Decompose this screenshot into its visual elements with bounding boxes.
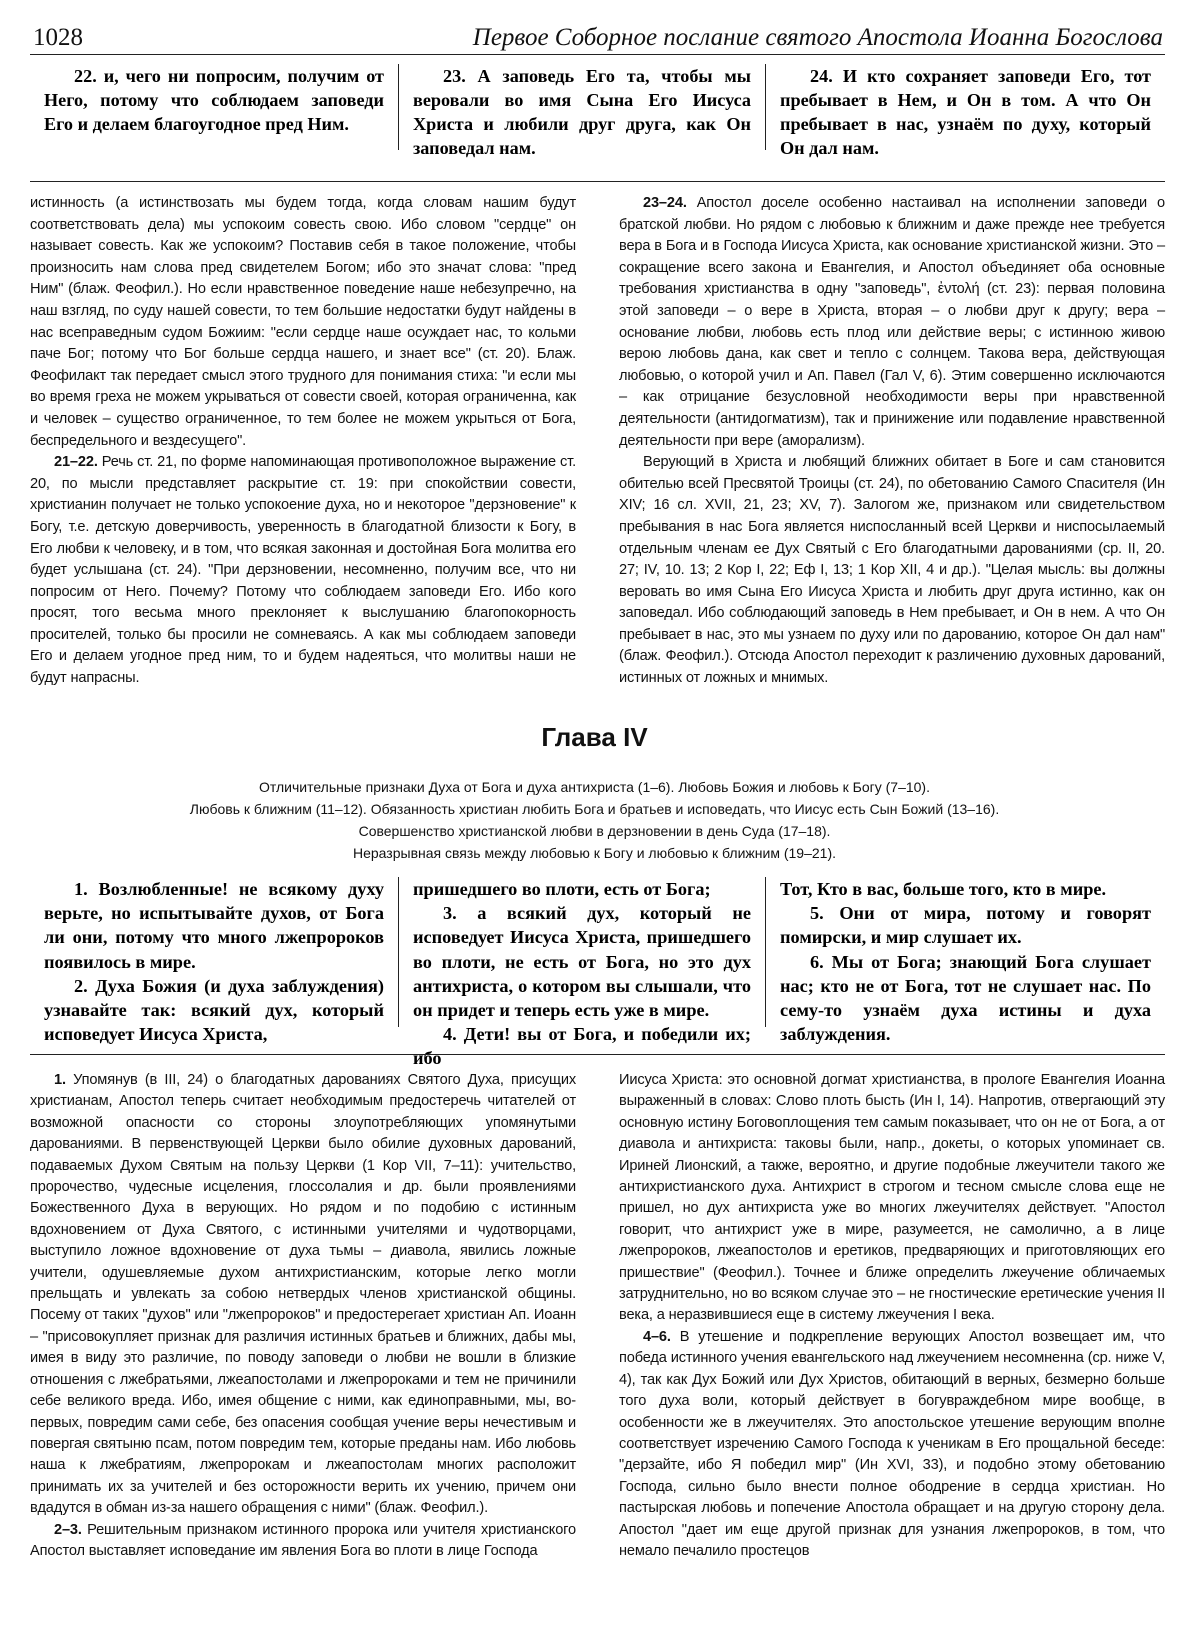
divider-rule [30,1054,1165,1055]
commentary-paragraph: 21–22. Речь ст. 21, по форме напоминающая противоположное выражение ст. 20, по мысли представляет раскрытие ст. 19: при спокойствии совести, христианин получает не только успокоение духа, но и некоторое "дерзновение" к Богу, т.е. детскую доверчивость, уверенность в благодатной близости к Богу, в Его любви к человеку, и в том, что всякая законная и достойная Бога молитва его будет услышана (ст. 24). "При дерзновении, несомненно, получим все, что ни попросим от Него. Почему? Потому что соблюдаем заповеди Его. Ибо кого просят, того весьма много преклоняет к выслушанию благопокорность просителей, только бы просили не сомневаясь. А как мы соблюдаем заповеди Его и делаем угодное пред ним, то и будем надеяться, что молитвы наши не будут напрасны. [30,454,576,687]
chapter-title: Глава IV [541,722,648,752]
commentary-paragraph: 4–6. В утешение и подкрепление верующих Апостол возвещает им, что победа истинного учения евангельского над лжеучением несомненна (ср. ниже V, 4), так как Дух Божий или Дух Христов, обитающий в верных, безмерно больше того духа воли, который действует в богувраждебном мире вообще, в особенности же в лжеучителях. Это апостольское утешение верующим вполне соответствует изречению Самого Господа к ученикам в Его прощальной беседе: "дерзайте, ибо Я победил мир" (Ин XVI, 33), и подобно этому обетованию Господа, сильно было внести полное ободрение в сердца христиан. Но пастырская любовь и попечение Апостола обращает и на другую сторону дела. Апостол "дает им еще другой признак для узнания лжепророков, в том, что немало печалило простецов [619,1328,1165,1559]
verse-reference: 23–24. [643,195,687,211]
verse-2-continued: пришедшего во плоти, есть от Бога; [413,879,711,899]
verse-6: 6. Мы от Бога; знающий Бога слушает нас; кто не от Бога, тот не слушает нас. По сему-то узнаём духа истины и духа заблуждения. [780,951,1151,1045]
verse-column-3 [765,877,1165,1045]
commentary-paragraph: 2–3. Решительным признаком истинного пророка или учителя христианского Апостол выставляет исповедание им явления Бога во плоти в лице Господа [30,1521,576,1559]
commentary-column-left [30,193,576,693]
running-title: Первое Соборное послание святого Апостола Иоанна Богослова [472,24,1163,51]
commentary-paragraph: Верующий в Христа и любящий ближних обитает в Боге и сам становится обителью всей Пресвятой Троицы (ст. 24), по обетованию Самого Спасителя (Ин XIV; 16 сл. XVII, 21, 23; XV, 7). Залогом же, признаком или свидетельством пребывания в нас Бога является ниспосланный всей Церкви и ниспосылаемый отдельным членам ее Дух Святый с Его благодатными дарованиями (ср. II, 20. 27; IV, 10. 13; 2 Кор I, 22; Еф I, 13; 1 Кор XII, 4 и др.). "Целая мысль: вы должны веровать во имя Сына Его Иисуса Христа и любить друг друга истинно, как он заповедал. Ибо соблюдающий заповедь в Нем пребывает, и Он в нем. А что Он пребывает в нас, это мы узнаем по духу или по дарованию, которое Он дал нам" (блаж. Феофил.). Отсюда Апостол переходит к различению духовных дарований, истинных от ложных и мнимых. [619,454,1165,687]
summary-line: Неразрывная связь между любовью к Богу и любовью к ближним (19–21). [353,845,836,861]
verse-4: 4. Дети! вы от Бога, и победили их; ибо [413,1024,751,1069]
verse-reference: 21–22. [54,454,98,471]
page-number: 1028 [33,24,83,51]
verse-24: 24. И кто сохраняет заповеди Его, тот пребывает в Нем, и Он в том. А что Он пребывает в нас, узнаём по духу, который Он дал нам. [780,66,1151,158]
verse-22: 22. и, чего ни попросим, получим от Него, потому что соблюдаем заповеди Его и делаем благоугодное пред Ним. [44,66,384,134]
verse-reference: 1. [54,1072,66,1088]
scripture-verses-chapter-4 [30,877,1165,1069]
commentary-column-right [619,193,1165,693]
verse-23: 23. А заповедь Его та, чтобы мы веровали во имя Сына Его Иисуса Христа и любили друг друга, как Он заповедал нам. [413,66,751,158]
running-head [30,20,1165,55]
verse-4-continued: Тот, Кто в вас, больше того, кто в мире. [780,879,1107,899]
commentary-bottom [30,1070,1165,1630]
verse-1: 1. Возлюбленные! не всякому духу верьте, но испытывайте духов, от Бога ли они, потому что много лжепророков появилось в мире. [44,879,384,972]
divider-rule [30,181,1165,182]
commentary-top [30,193,1165,693]
scripture-verses-top [30,64,1165,158]
verse-column-2 [398,877,765,1069]
commentary-paragraph: 23–24. Апостол доселе особенно настаивал на исполнении заповеди о братской любви. Но рядом с любовью к ближним и даже прежде нее требуется вера в Бога и в Господа Иисуса Христа, как основание христианской жизни. Это – сокращение всего закона и Евангелия, и Апостол объединяет оба основные требования христианства в одну "заповедь", ἐντολή (ст. 23): первая половина этой заповеди – о вере в Христа, вторая – о любви друг к другу; вера – основание любви, любовь есть плод или действие веры; с истинною живою верою любовь дана, как свет и тепло с солнцем. Такова вера, действующая любовью, о которой учил и Ап. Павел (Гал V, 6). Этим совершенно исключаются – как отрицание безусловной необходимости веры при нравственной деятельности (антидогматизм), так и принижение или подавление нравственной деятельности при вере (аморализм). [619,195,1165,449]
verse-2: 2. Духа Божия (и духа заблуждения) узнавайте так: всякий дух, который исповедует Иисуса Христа, [44,975,384,1045]
commentary-column-right [619,1070,1165,1630]
summary-line: Совершенство христианской любви в дерзновении в день Суда (17–18). [358,823,831,839]
verse-column-1 [30,64,398,150]
commentary-paragraph: Иисуса Христа: это основной догмат христианства, в прологе Евангелия Иоанна выраженный в словах: Слово плоть бысть (Ин I, 14). Напротив, отвергающий эту основную истину Боговоплощения тем самым показывает, что он не от Бога, а от диавола и антихриста: таковы были, напр., докеты, о которых упоминает св. Ириней Лионский, а также, вероятно, и другие подобные лжеучители такого же антихристианского духа. Антихрист в строгом и тесном смысле слова еще не пришел, но дух антихриста уже во многих лжеучителях действует. "Апостол говорит, что антихрист уже в мире, разумеется, не самолично, а в лице лжепророков, лжеапостолов и еретиков, предваряющих и приготовляющих его пришествие" (Феофил.). Точнее и ближе определить лжеучение обличаемых затруднительно, но во всяком случае это – не гностические еретические учения II века, а неразвившиеся еще в систему лжеучения I века. [619,1072,1165,1324]
verse-3: 3. а всякий дух, который не исповедует Иисуса Христа, пришедшего во плоти, не есть от Бога, но это дух антихриста, о котором вы слышали, что он придет и теперь есть уже в мире. [413,903,751,1021]
commentary-column-left [30,1070,576,1630]
commentary-paragraph: истинность (а истинствозать мы будем тогда, когда словам нашим будут соответствовать дела) мы успокоим совесть свою. Ибо словом "сердце" он называет совесть. Как же успокоим? Поставив себя в такое положение, чтобы произносить нам слова пред свидетелем Богом; ибо это значат слова: "пред Ним" (блаж. Феофил.). Но если нравственное поведение наше небезупречно, на наш взгляд, по суду нашей совести, то тем большие недостатки будут найдены в нас всеправедным судом Божиим: "если сердце наше осуждает нас, то кольми паче Бог; потому что Бог больше сердца нашего, и знает все" (ст. 20). Блаж. Феофилакт так передает смысл этого трудного для понимания стиха: "и если мы во время греха не можем укрываться от совести своей, которая ограниченна, как и человек – существо ограниченное, то тем более не можем укрыться от Бога, беспредельного и вездесущего". [30,195,576,449]
verse-5: 5. Они от мира, потому и говорят помирски, и мир слушает их. [780,903,1151,948]
verse-column-1 [30,877,398,1045]
chapter-summary [0,776,1189,864]
verse-reference: 2–3. [54,1521,82,1538]
summary-line: Отличительные признаки Духа от Бога и духа антихриста (1–6). Любовь Божия и любовь к Богу (7–10). [259,779,930,795]
commentary-paragraph: 1. Упомянув (в III, 24) о благодатных дарованиях Святого Духа, присущих христианам, Апостол теперь считает необходимым предостеречь читателей от возможной опасности со стороны злоупотребляющих упомянутыми дарованиями. В первенствующей Церкви было обилие духовных дарований, подаваемых Духом Святым на пользу Церкви (1 Кор VII, 7–11): учительство, пророчество, чудесные исцеления, глоссолалия и др. были проявлениями Божественного Духа в верующих. Но рядом и по подобию с истинным вдохновением от Духа Святого, с истинными учителями и чудотворцами, выступило ложное вдохновение от духа тьмы – диавола, явились ложные учители, одушевляемые духом антихристианским, которые легко могли прельщать и увлекать за собою нетвердых членов христианской общины. Посему от таких "духов" или "лжепророков" и предостерегает христиан Ап. Иоанн – "присовокупляет признак для различия истинных братьев и ближних, дабы мы, имея в виду это различие, по поводу заповеди о любви не вошли в близкие отношения с лжебратьями, лжеапостолами и лжепророками и тем не причинили себе великого вреда. Ибо, имея общение с ними, как единоправными, мы, во-первых, повредим сами себе, без опасения сообщая учение веры нечестивым и повергая святыню псам, потом повредим тем, которые преданы нам. Ибо любовь наша к лжебратиям, лжепророкам и лжеапостолам многих расположит принимать их за учителей и без осторожности верить их учению, причем они вдадутся в обман из-за нашего обращения с ними" (блаж. Феофил.). [30,1072,576,1517]
verse-column-2 [398,64,765,158]
verse-reference: 4–6. [643,1328,671,1345]
summary-line: Любовь к ближним (11–12). Обязанность христиан любить Бога и братьев и исповедать, что Иисус есть Сын Божий (13–16). [189,801,1000,817]
verse-column-3 [765,64,1165,158]
